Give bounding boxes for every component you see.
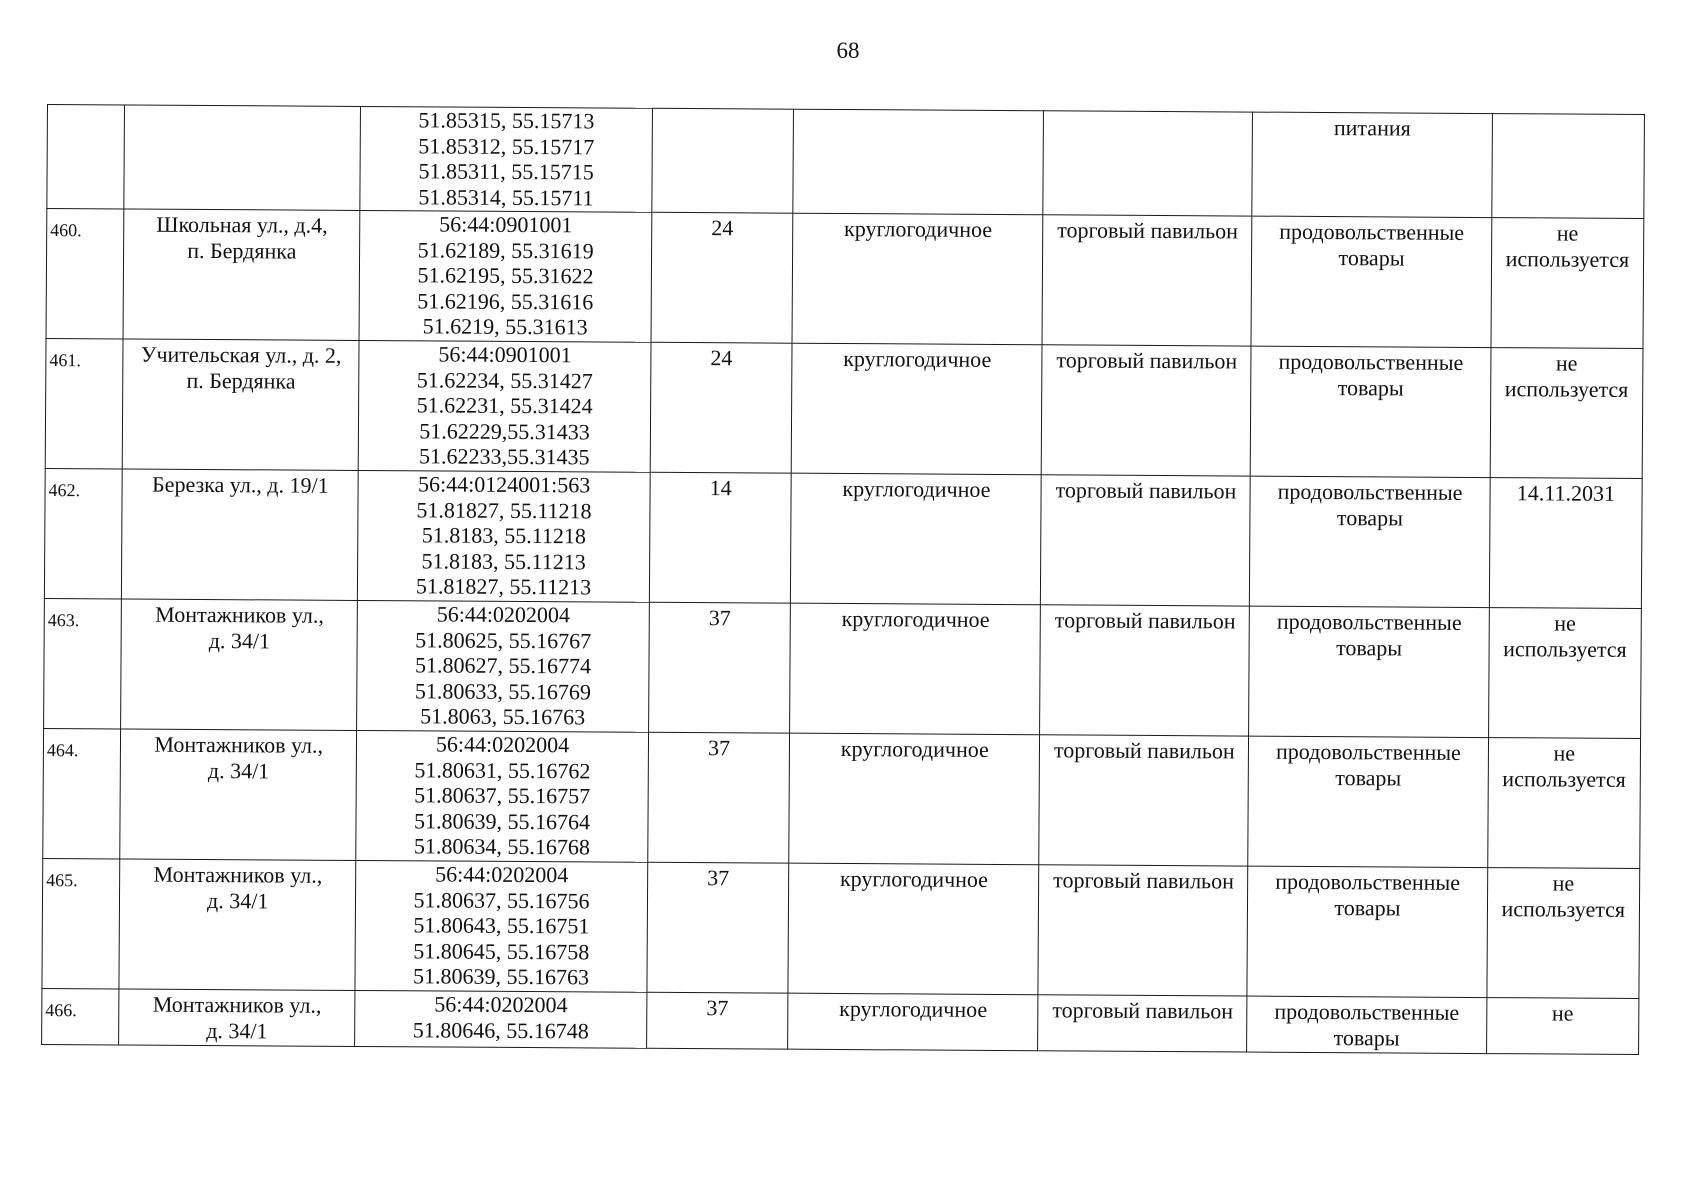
- cell-area: 24: [651, 212, 793, 343]
- cell-specialization: [1249, 606, 1489, 738]
- term-line: используется: [1504, 376, 1629, 402]
- cell-address: [122, 339, 359, 470]
- address-line: д. 34/1: [207, 758, 270, 784]
- cell-object-type: торговый павильон: [1041, 475, 1251, 606]
- address-line: Монтажников ул.,: [154, 731, 324, 758]
- cell-address: [119, 859, 356, 990]
- cell-coordinates: [359, 210, 651, 342]
- table-row: [45, 338, 1643, 478]
- coord-line: 51.80627, 55.16774: [414, 652, 592, 679]
- coord-line: 51.62196, 55.31616: [417, 288, 594, 315]
- term-line: не: [1552, 870, 1575, 896]
- specialization-line: товары: [1333, 1025, 1400, 1051]
- cell-period: круглогодичное: [788, 863, 1039, 995]
- coord-line: 51.81827, 55.11213: [415, 573, 592, 600]
- document-table: [41, 104, 1645, 1055]
- cell-num: 462.: [44, 468, 122, 598]
- coord-line: 51.80625, 55.16767: [415, 626, 592, 654]
- cell-coordinates: [359, 340, 651, 472]
- coord-line: 51.80639, 55.16764: [413, 808, 591, 835]
- cell-coordinates: [357, 600, 649, 732]
- coord-line: 51.62234, 55.31427: [416, 366, 593, 394]
- coord-line: 51.85311, 55.15715: [418, 158, 594, 185]
- cell-object-type: торговый павильон: [1039, 735, 1249, 866]
- coord-line: 56:44:0901001: [438, 341, 572, 368]
- coord-line: 51.8063, 55.16763: [420, 703, 586, 730]
- cell-term: [1491, 218, 1644, 349]
- cell-coordinates: [355, 860, 647, 992]
- term-line: используется: [1503, 636, 1627, 662]
- coord-line: 56:44:0901001: [439, 211, 573, 238]
- coord-line: 51.80645, 55.16758: [413, 938, 590, 965]
- cell-object-type: торговый павильон: [1038, 865, 1248, 996]
- cell-term: [1488, 608, 1641, 739]
- term-line: используется: [1501, 896, 1626, 922]
- cell-address: [119, 989, 355, 1046]
- specialization-line: товары: [1337, 375, 1404, 401]
- coord-line: 51.62195, 55.31622: [417, 262, 594, 289]
- coord-line: 51.80643, 55.16751: [413, 912, 590, 939]
- cell-object-type: торговый павильон: [1042, 345, 1252, 476]
- term-line: не: [1551, 1000, 1574, 1026]
- coord-line: 56:44:0124001:563: [417, 471, 591, 498]
- cell-specialization: [1247, 866, 1487, 998]
- table-row: [42, 988, 1639, 1054]
- cell-period: [793, 109, 1044, 215]
- specialization-line: продовольственные: [1274, 998, 1460, 1025]
- coord-line: 51.80631, 55.16762: [414, 756, 591, 784]
- cell-period: круглогодичное: [791, 343, 1042, 475]
- cell-num: 465.: [42, 858, 120, 988]
- term-line: используется: [1505, 246, 1630, 272]
- coord-line: 51.62233,55.31435: [419, 443, 590, 470]
- specialization-line: питания: [1333, 115, 1411, 141]
- specialization-line: товары: [1334, 895, 1401, 921]
- table-row: [44, 598, 1642, 738]
- coord-line: 51.85314, 55.15711: [418, 184, 594, 211]
- coord-line: 51.80646, 55.16748: [412, 1016, 589, 1044]
- address-line: д. 34/1: [207, 888, 269, 914]
- address-line: д. 34/1: [208, 628, 271, 654]
- address-line: Школьная ул., д.4,: [156, 211, 328, 238]
- address-line: п. Бердянка: [186, 367, 296, 394]
- cell-term: [1489, 478, 1642, 609]
- address-line: Монтажников ул.,: [153, 861, 323, 888]
- specialization-line: товары: [1335, 765, 1402, 791]
- cell-period: круглогодичное: [789, 733, 1040, 865]
- coord-line: 51.62229,55.31433: [419, 418, 590, 445]
- coord-line: 56:44:0202004: [436, 601, 571, 628]
- coord-line: 56:44:0202004: [435, 861, 569, 888]
- specialization-line: товары: [1336, 505, 1403, 531]
- cell-specialization: [1252, 112, 1492, 218]
- address-line: Монтажников ул.,: [152, 991, 322, 1018]
- coord-line: 56:44:0202004: [435, 731, 570, 758]
- address-line: Березка ул., д. 19/1: [152, 471, 329, 498]
- coord-line: 51.8183, 55.11213: [421, 548, 586, 575]
- specialization-line: продовольственные: [1275, 868, 1461, 895]
- coord-line: 51.80634, 55.16768: [413, 833, 590, 860]
- coord-line: 51.62231, 55.31424: [416, 392, 593, 419]
- specialization-line: продовольственные: [1279, 218, 1465, 245]
- cell-specialization: [1251, 216, 1491, 348]
- cell-address: [122, 469, 359, 600]
- specialization-line: продовольственные: [1275, 738, 1461, 765]
- term-line: не: [1556, 220, 1579, 246]
- table-row: [42, 858, 1640, 998]
- cell-period: круглогодичное: [792, 213, 1043, 345]
- cell-object-type: торговый павильон: [1042, 215, 1252, 346]
- cell-area: 37: [648, 602, 790, 733]
- cell-term: [1487, 738, 1640, 869]
- address-line: п. Бердянка: [187, 237, 297, 264]
- coord-line: 51.80637, 55.16757: [414, 782, 591, 809]
- page-number: 68: [836, 38, 860, 63]
- table-row: [43, 728, 1641, 868]
- address-line: Монтажников ул.,: [155, 601, 324, 628]
- table-row-continuation: [47, 105, 1645, 219]
- cell-area: 37: [646, 992, 788, 1049]
- table-row: [44, 468, 1642, 608]
- cell-area: 37: [648, 732, 790, 863]
- cell-area: [652, 108, 794, 213]
- cell-coordinates: [360, 106, 652, 212]
- cell-address: [123, 209, 360, 340]
- coord-line: 51.8183, 55.11218: [421, 522, 587, 549]
- cell-period: круглогодичное: [790, 603, 1041, 735]
- coord-line: 51.85315, 55.15713: [418, 107, 595, 134]
- cell-num: 460.: [46, 209, 124, 339]
- coord-line: 51.62189, 55.31619: [417, 236, 594, 264]
- cell-object-type: торговый павильон: [1038, 995, 1247, 1052]
- cell-term: [1490, 348, 1643, 479]
- specialization-line: продовольственные: [1276, 608, 1462, 635]
- cell-address: [121, 599, 358, 730]
- coord-line: 51.81827, 55.11218: [416, 496, 592, 524]
- specialization-line: продовольственные: [1277, 478, 1463, 505]
- specialization-line: товары: [1338, 245, 1405, 271]
- cell-specialization: [1248, 736, 1488, 868]
- coord-line: 51.85312, 55.15717: [418, 132, 595, 160]
- cell-object-type: [1043, 111, 1253, 216]
- cell-specialization: [1247, 996, 1487, 1054]
- cell-num: 466.: [42, 988, 120, 1044]
- coord-line: 51.80633, 55.16769: [414, 678, 591, 705]
- table-row: [46, 209, 1644, 349]
- address-line: Учительская ул., д. 2,: [140, 341, 342, 368]
- cell-num: 464.: [43, 728, 121, 858]
- document-table-wrapper: [41, 104, 1645, 1055]
- cell-period: круглогодичное: [791, 473, 1042, 605]
- address-line: д. 34/1: [206, 1018, 268, 1044]
- coord-line: 51.80639, 55.16763: [413, 963, 590, 990]
- term-line: не: [1553, 740, 1576, 766]
- coord-line: 56:44:0202004: [434, 991, 568, 1018]
- cell-specialization: [1250, 476, 1490, 608]
- cell-coordinates: [355, 990, 647, 1048]
- term-line: не: [1555, 350, 1578, 376]
- coord-line: 51.80637, 55.16756: [413, 886, 590, 914]
- coord-line: 51.6219, 55.31613: [422, 313, 588, 340]
- cell-area: 24: [650, 342, 792, 473]
- cell-term: [1486, 998, 1639, 1055]
- cell-address: [124, 105, 361, 210]
- cell-coordinates: [356, 730, 648, 862]
- cell-object-type: торговый павильон: [1040, 605, 1250, 736]
- specialization-line: продовольственные: [1278, 348, 1464, 375]
- cell-coordinates: [358, 470, 650, 602]
- cell-num: [47, 105, 125, 209]
- cell-area: 14: [649, 472, 791, 603]
- cell-specialization: [1251, 346, 1491, 478]
- cell-num: 461.: [45, 338, 123, 468]
- term-line: не: [1554, 610, 1576, 636]
- term-line: 14.11.2031: [1516, 480, 1616, 506]
- cell-address: [120, 729, 357, 860]
- term-line: используется: [1502, 766, 1626, 792]
- specialization-line: товары: [1336, 635, 1403, 661]
- cell-area: 37: [647, 862, 789, 993]
- cell-term: [1491, 114, 1644, 219]
- cell-period: круглогодичное: [788, 993, 1039, 1051]
- cell-term: [1487, 868, 1640, 999]
- cell-num: 463.: [44, 598, 122, 728]
